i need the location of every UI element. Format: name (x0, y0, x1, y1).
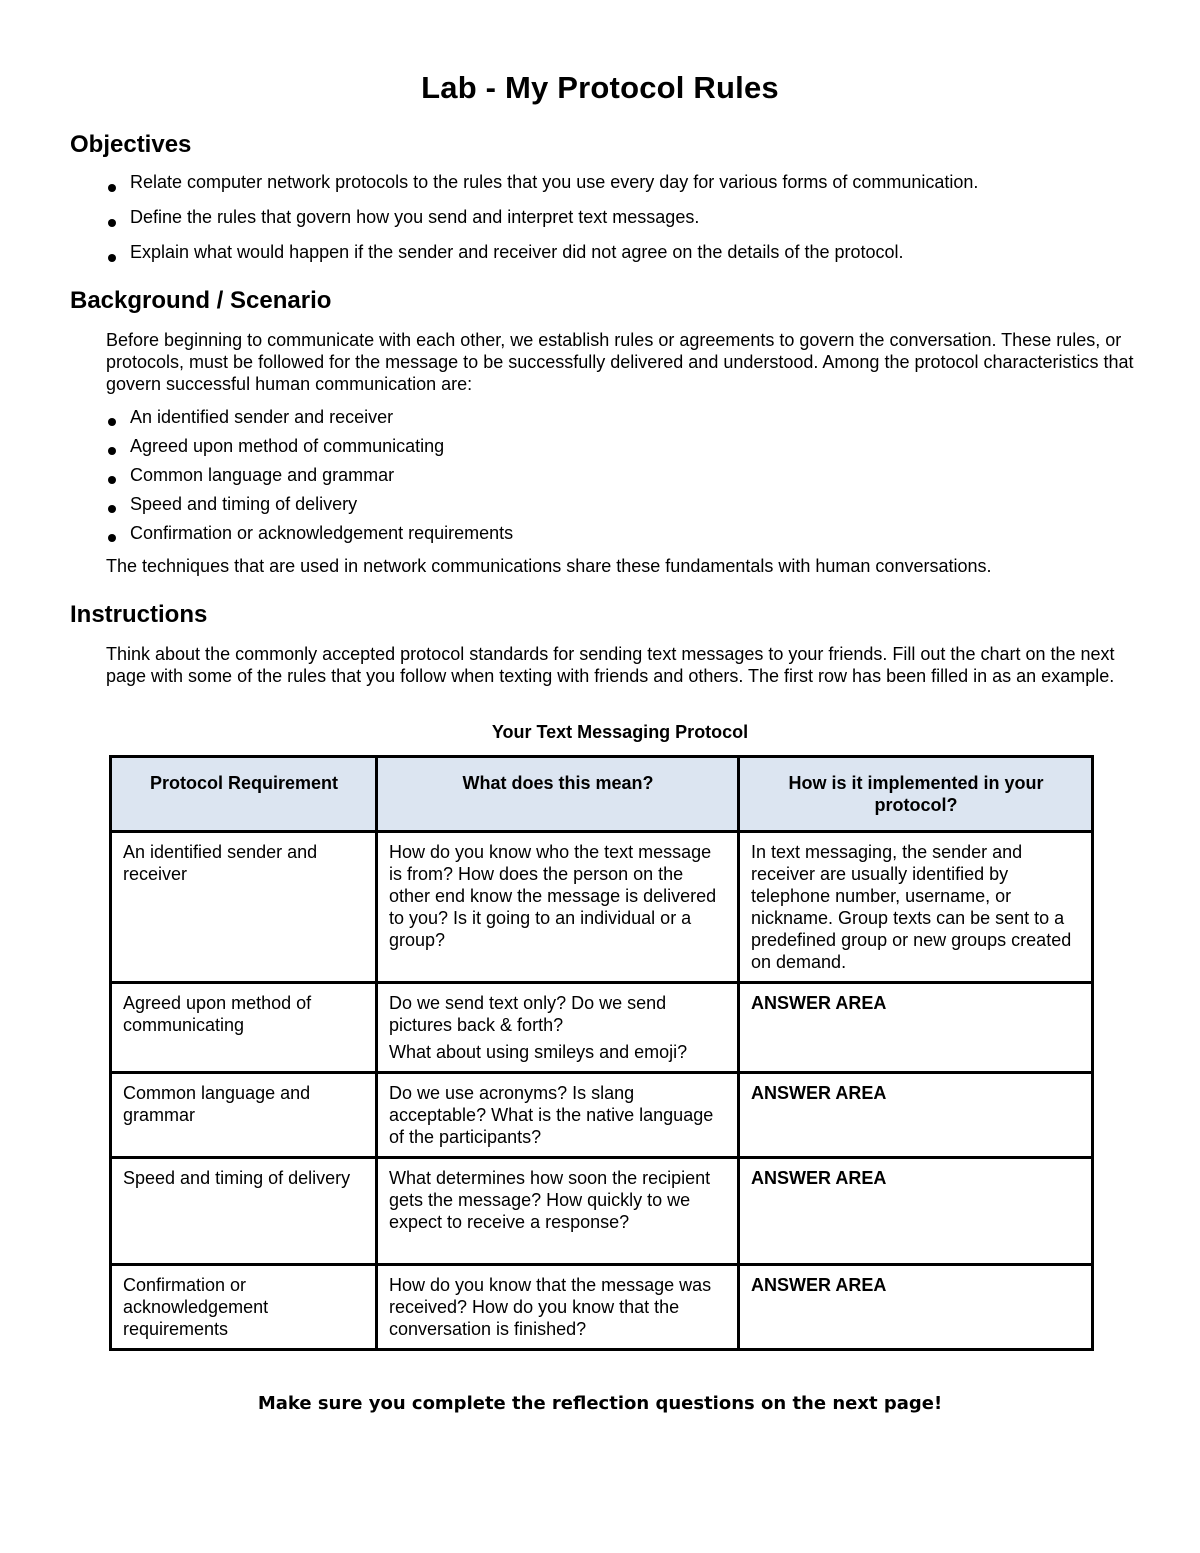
table-row (111, 832, 1093, 983)
meaning-text: How do you know that the message was received? How do you know that the conversation is finished? (389, 1275, 712, 1339)
instructions-text: Think about the commonly accepted protocol standards for sending text messages to your friends. Fill out the chart on the next page with some of the rules that you follow when texting with friends and others. The first row has been filled in as an example. (106, 644, 1115, 686)
requirement-cell: Confirmation or acknowledgement requirements (111, 1265, 377, 1350)
instructions-heading: Instructions (70, 601, 208, 628)
meaning-text: What determines how soon the recipient gets the message? How quickly to we expect to receive a response? (389, 1168, 711, 1232)
column-header: How is it implemented in your protocol? (739, 757, 1093, 832)
list-item-text: Speed and timing of delivery (130, 494, 358, 514)
list-item (105, 406, 513, 435)
requirement-cell: Common language and grammar (111, 1073, 377, 1158)
list-item (105, 522, 513, 551)
list-item-text: Define the rules that govern how you send and interpret text messages. (130, 207, 700, 227)
bullet-icon (108, 219, 116, 227)
list-item (105, 464, 513, 493)
protocol-table (109, 755, 1094, 1351)
implementation-cell: In text messaging, the sender and receiver are usually identified by telephone number, username, or nickname. Group texts can be sent to a predefined group or new groups created on demand. (739, 832, 1093, 983)
answer-area[interactable]: ANSWER AREA (739, 1265, 1093, 1350)
answer-area[interactable]: ANSWER AREA (739, 1158, 1093, 1265)
meaning-text: What about using smileys and emoji? (389, 1042, 688, 1062)
table-row (111, 983, 1093, 1073)
requirement-cell: Agreed upon method of communicating (111, 983, 377, 1073)
bullet-icon (108, 447, 116, 455)
table-caption: Your Text Messaging Protocol (491, 722, 749, 742)
bullet-icon (108, 184, 116, 192)
list-item (105, 435, 513, 464)
list-item (105, 493, 513, 522)
bullet-icon (108, 505, 116, 513)
meaning-cell (377, 832, 739, 983)
table-row (111, 1265, 1093, 1350)
list-item-text: Common language and grammar (130, 465, 395, 485)
list-item (105, 169, 978, 204)
requirement-cell: Speed and timing of delivery (111, 1158, 377, 1265)
answer-area[interactable]: ANSWER AREA (739, 1073, 1093, 1158)
bullet-icon (108, 476, 116, 484)
background-intro: Before beginning to communicate with each other, we establish rules or agreements to govern the conversation. These rules, or protocols, must be followed for the message to be successfully delivered and understood. Among the protocol characteristics that govern successful human communication are: (106, 330, 1134, 394)
list-item (105, 204, 978, 239)
list-item (105, 239, 978, 274)
list-item-text: An identified sender and receiver (130, 407, 394, 427)
bullet-icon (108, 254, 116, 262)
list-item-text: Confirmation or acknowledgement requirements (130, 523, 514, 543)
meaning-text: Do we use acronyms? Is slang acceptable? What is the native language of the participants? (389, 1083, 714, 1147)
footer-note: Make sure you complete the reflection questions on the next page! (257, 1393, 943, 1414)
list-item-text: Agreed upon method of communicating (130, 436, 445, 456)
meaning-cell (377, 983, 739, 1073)
list-item-text: Relate computer network protocols to the rules that you use every day for various forms of communication. (130, 172, 979, 192)
bullet-icon (108, 534, 116, 542)
column-header: Protocol Requirement (111, 757, 377, 832)
background-closing: The techniques that are used in network communications share these fundamentals with human conversations. (106, 556, 992, 576)
requirement-cell: An identified sender and receiver (111, 832, 377, 983)
meaning-cell (377, 1265, 739, 1350)
list-item-text: Explain what would happen if the sender and receiver did not agree on the details of the protocol. (130, 242, 904, 262)
column-header: What does this mean? (377, 757, 739, 832)
background-heading: Background / Scenario (70, 287, 332, 314)
objectives-heading: Objectives (70, 131, 192, 158)
answer-area[interactable]: ANSWER AREA (739, 983, 1093, 1073)
meaning-text: How do you know who the text message is from? How does the person on the other end know the message is delivered to you? Is it going to an individual or a group? (389, 842, 717, 950)
table-row (111, 1073, 1093, 1158)
meaning-cell (377, 1158, 739, 1265)
table-row (111, 1158, 1093, 1265)
meaning-cell (377, 1073, 739, 1158)
background-list (105, 406, 513, 551)
objectives-list (105, 169, 978, 274)
bullet-icon (108, 418, 116, 426)
meaning-text: Do we send text only? Do we send pictures back & forth? (389, 993, 667, 1035)
table-header-row (111, 757, 1093, 832)
page-title: Lab - My Protocol Rules (421, 70, 779, 105)
